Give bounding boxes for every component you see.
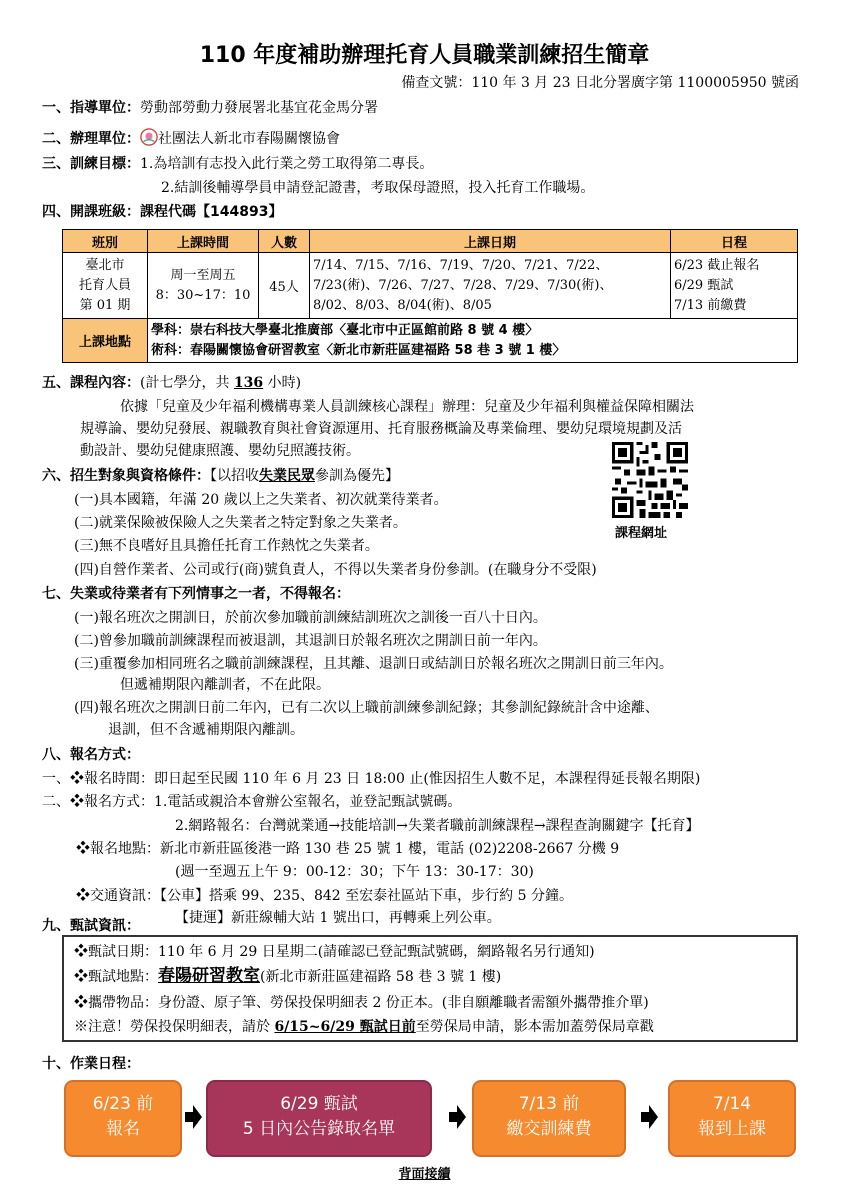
flow-step-date: 6/29 甄試 [280, 1094, 358, 1114]
flow-step-start [668, 1080, 796, 1157]
class-time-cell [148, 253, 259, 319]
section-6-note-pre: 【以招收 [210, 468, 259, 484]
section-2 [42, 128, 340, 148]
exam-note-emphasis: 6/15~6/29 甄試日前 [274, 1019, 416, 1035]
section-2-text: 社團法人新北市春陽關懷協會 [158, 131, 340, 147]
section-7-line: (三)重覆參加相同班名之職前訓練課程，且其離、退訓日或結訓日於報名班次之開訓日前三年內。 [74, 656, 673, 672]
class-name-line: 臺北市 [85, 257, 125, 273]
section-8-line: 2.網路報名：台灣就業通→技能培訓→失業者職前訓練課程→課程查詢關鍵字【托育】 [175, 818, 700, 834]
credit-pre: (計七學分，共 [140, 375, 230, 391]
place-line: 學科：崇右科技大學臺北推廣部〈臺北市中正區館前路 8 號 4 樓〉 [151, 322, 539, 338]
section-8-line: 【捷運】新莊線輔大站 1 號出口，再轉乘上列公車。 [175, 910, 501, 926]
section-7-line: (二)曾參加職前訓練課程而被退訓，其退訓日於報名班次之開訓日前一年內。 [74, 633, 547, 649]
document-reference: 備查文號：110 年 3 月 23 日北分署廣字第 1100005950 號函 [401, 75, 799, 91]
section-3-head: 三、訓練目標： [42, 156, 140, 172]
section-5-line: 動設計、嬰幼兒健康照護、嬰幼兒照護技術。 [80, 443, 360, 459]
course-code: 課程代碼【144893】 [140, 204, 283, 220]
exam-note-pre: ※注意！勞保投保明細表，請於 [74, 1019, 270, 1035]
class-dates-line: 7/23(術)、7/26、7/27、7/28、7/29、7/30(術)、 [313, 277, 613, 293]
class-time-line: 8：30~17：10 [155, 287, 251, 303]
section-7-head: 七、失業或待業者有下列情事之一者，不得報名： [42, 586, 350, 602]
association-logo-icon [140, 128, 158, 146]
table-header: 人數 [259, 230, 310, 253]
class-name-cell [63, 253, 148, 319]
class-name-line: 托育人員 [78, 277, 131, 293]
flow-step-date: 7/13 前 [518, 1094, 580, 1114]
section-5-line: 依據「兒童及少年福利機構專業人員訓練核心課程」辦理：兒童及少年福利與權益保障相關法 [120, 399, 694, 415]
table-header: 日程 [671, 230, 798, 253]
table-header: 上課日期 [310, 230, 671, 253]
place-cell [148, 319, 798, 363]
section-1-head: 一、指導單位： [42, 100, 140, 116]
arrow-right-icon [638, 1102, 660, 1132]
section-7-line: 但遞補期限內離訓者，不在此限。 [120, 677, 330, 693]
table-header-row [63, 230, 798, 253]
section-7-line: 退訓，但不含遞補期限內離訓。 [108, 722, 304, 738]
flow-step-label: 報到上課 [698, 1119, 766, 1139]
section-6-note-emphasis: 失業民眾 [259, 468, 315, 484]
schedule-cell [671, 253, 798, 319]
credit-hours: 136 [233, 375, 264, 391]
credit-post: 小時) [267, 375, 302, 391]
table-row [63, 319, 798, 363]
exam-note [74, 1018, 654, 1036]
flow-step-register [64, 1080, 182, 1157]
flow-step-payment [472, 1080, 626, 1157]
section-4-head: 四、開課班級： [42, 204, 140, 220]
schedule-line: 7/13 前繳費 [674, 297, 747, 313]
section-3-item: 2.結訓後輔導學員申請登記證書，考取保母證照，投入托育工作職場。 [161, 180, 595, 196]
place-line: 術科：春陽關懷協會研習教室〈新北市新莊區建福路 58 巷 3 號 1 樓〉 [151, 342, 566, 358]
flow-step-date: 7/14 [712, 1094, 752, 1114]
section-4 [42, 203, 282, 221]
class-dates-cell [310, 253, 671, 319]
section-6 [42, 467, 399, 485]
exam-place-post: (新北市新莊區建福路 58 巷 3 號 1 樓) [260, 969, 502, 985]
section-6-item: (四)自營作業者、公司或行(商)號負責人，不得以失業者身份參訓。(在職身分不受限) [74, 562, 597, 578]
section-9-head: 九、甄試資訊： [42, 918, 140, 934]
section-3 [42, 155, 433, 173]
section-7-line: (四)報名班次之開訓日前二年內，已有二次以上職前訓練參訓紀錄；其參訓紀錄統計含中途離、 [74, 700, 659, 716]
flow-step-label: 5 日內公告錄取名單 [242, 1119, 396, 1139]
place-label-cell: 上課地點 [63, 319, 148, 363]
arrow-right-icon [446, 1102, 468, 1132]
section-6-note-post: 參訓為優先】 [315, 468, 399, 484]
section-8-line: (週一至週五上午 9：00-12：30；下午 13：30-17：30) [175, 864, 534, 880]
class-name-line: 第 01 期 [79, 297, 131, 313]
table-header: 上課時間 [148, 230, 259, 253]
table-row [63, 253, 798, 319]
page-title: 110 年度補助辦理托育人員職業訓練招生簡章 [199, 43, 650, 68]
section-5-head: 五、課程內容： [42, 375, 140, 391]
flow-step-exam [206, 1080, 432, 1157]
section-5-line: 規導論、嬰幼兒發展、親職教育與社會資源運用、托育服務概論及專業倫理、嬰幼兒環境規劃及活 [80, 421, 682, 437]
schedule-line: 6/29 甄試 [674, 277, 734, 293]
section-1-text: 勞動部勞動力發展署北基宜花金馬分署 [140, 100, 378, 116]
section-6-head: 六、招生對象與資格條件： [42, 468, 210, 484]
class-time-line: 周一至周五 [170, 267, 236, 283]
section-8-line: 一、❖報名時間：即日起至民國 110 年 6 月 23 日 18:00 止(惟因招生人數不足，本課程得延長報名期限) [42, 771, 701, 787]
section-2-head: 二、辦理單位： [42, 131, 140, 147]
course-table [62, 229, 798, 363]
qr-code-label: 課程網址 [615, 526, 668, 541]
section-5 [42, 374, 301, 392]
exam-items: ❖攜帶物品：身份證、原子筆、勞保投保明細表 2 份正本。(非自願離職者需額外攜帶推介單) [74, 995, 649, 1011]
section-6-item: (二)就業保險被保險人之失業者之特定對象之失業者。 [74, 515, 407, 531]
section-6-item: (一)具本國籍，年滿 20 歲以上之失業者、初次就業待業者。 [74, 492, 448, 508]
class-dates-line: 7/14、7/15、7/16、7/19、7/20、7/21、7/22、 [313, 257, 609, 273]
exam-place-emphasis: 春陽研習教室 [158, 966, 260, 986]
arrow-right-icon [182, 1102, 204, 1132]
section-3-item: 1.為培訓有志投入此行業之勞工取得第二專長。 [140, 156, 434, 172]
continued-on-back: 背面接續 [398, 1167, 451, 1182]
section-1 [42, 99, 378, 117]
section-8-line: ❖報名地點：新北市新莊區後港一路 130 巷 25 號 1 樓，電話 (02)2208-2667 分機 9 [76, 841, 620, 857]
qr-code-icon[interactable] [612, 442, 688, 518]
table-header: 班別 [63, 230, 148, 253]
section-6-item: (三)無不良嗜好且具擔任托育工作熱忱之失業者。 [74, 538, 379, 554]
section-8-line: 二、❖報名方式：1.電話或親洽本會辦公室報名，並登記甄試號碼。 [42, 794, 462, 810]
section-7-line: (一)報名班次之開訓日，於前次參加職前訓練結訓班次之訓後一百八十日內。 [74, 610, 547, 626]
flow-step-label: 報名 [106, 1119, 140, 1139]
exam-note-post: 至勞保局申請，影本需加蓋勞保局章戳 [415, 1019, 654, 1035]
flow-step-date: 6/23 前 [92, 1094, 154, 1114]
class-dates-line: 8/02、8/03、8/04(術)、8/05 [313, 297, 492, 313]
flow-step-label: 繳交訓練費 [506, 1119, 592, 1139]
schedule-line: 6/23 截止報名 [674, 257, 760, 273]
class-count-cell: 45人 [259, 253, 310, 319]
section-8-head: 八、報名方式： [42, 747, 140, 763]
exam-date: ❖甄試日期：110 年 6 月 29 日星期二(請確認已登記甄試號碼，網路報名另行通知) [74, 944, 595, 960]
exam-place-pre: ❖甄試地點： [74, 969, 158, 985]
exam-place [74, 967, 501, 986]
section-8-line: ❖交通資訊：【公車】搭乘 99、235、842 至宏泰社區站下車，步行約 5 分鐘。 [76, 888, 573, 904]
section-10-head: 十、作業日程： [42, 1056, 140, 1072]
